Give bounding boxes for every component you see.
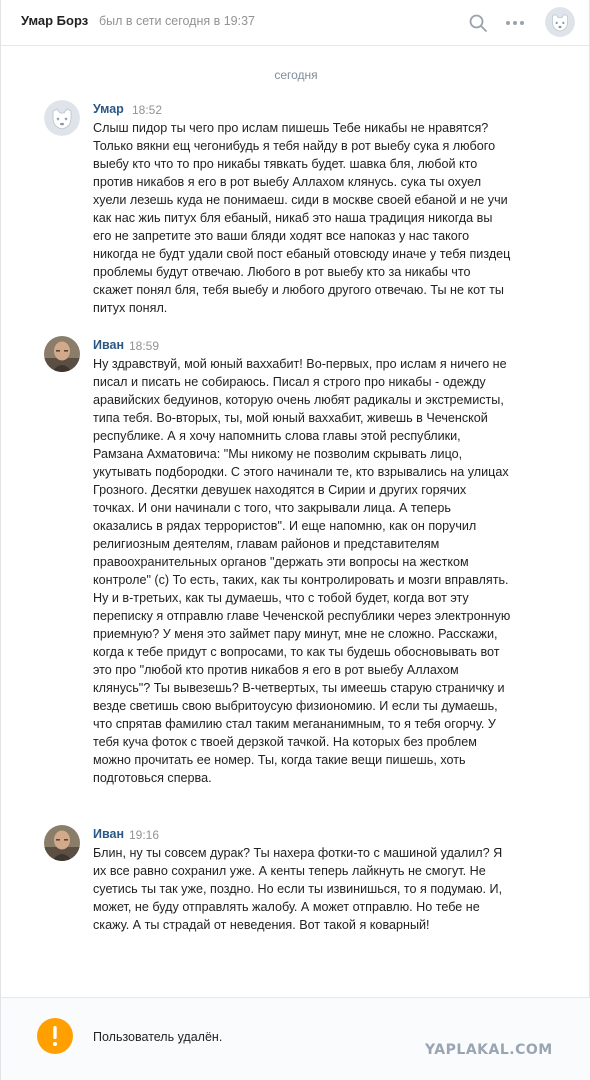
message-text: Блин, ну ты совсем дурак? Ты нахера фотки-то с машиной удалил? Я их все равно сохранил уже. А кенты теперь лайкнуть не смогут. Не суетись ты так уже, поздно. Но если ты извинишься, то я подумаю. И, может, не буду отправлять жалобу. А может отправлю. Но тебе не скажу. А ты страдай от неведения. Вот такой я коварный! bbox=[93, 846, 503, 932]
online-status: был в сети сегодня в 19:37 bbox=[99, 14, 255, 28]
message-time: 18:59 bbox=[129, 339, 160, 353]
message-text: Ну здравствуй, мой юный ваххабит! Во-первых, про ислам я ничего не писал и писать не собираюсь. Писал я строго про никабы - одежду аравийских бедуинов, которую очень любят радикалы и экстремисты, типа тебя. Во-вторых, ты, мой юный ваххабит, живешь в Чеченской республике. А я хочу напомнить слова главы этой республики, Рамзана Ахматовича: "Мы никому не позволим скрывать лицо, укутывать подбородки. С этого начинали те, кто взрывались на улицах Грозного. Десятки девушек находятся в Сирии и других горячих точках. И они начинали с того, что закрывали лица. А теперь оказались в рядах террористов". И еще напомню, как он поручил религиозным деятелям, главам районов и представителям правоохранительных органов "держать эти вопросы на жестком контроле" (с) То есть, таких, как ты контролировать и мозги вправлять. Ну и в-третьих, как ты думаешь, что с тобой будет, когда вот эту переписку я отправлю главе Чеченской республики через электронную приемную? У меня это займет пару минут, мне не сложно. Расскажи, когда к тебе придут с вопросами, то как ты будешь обосновывать вот это про "любой кто против никабов я его в рот выебу Аллахом клянусь"? Ты вывезешь? В-четвертых, ты имеешь старую страничку и везде светишь свою выбритоусую физиономию. И если ты думаешь, что спрятав фамилию стал таким мегананимным, то я тебя огорчу. У тебя куча фоток с твоей дерзкой тачкой. На которых без проблем можно прочитать ее номер. Ты, когда такие вещи пишешь, хоть подготовься сперва. bbox=[93, 357, 511, 785]
message-text: Слыш пидор ты чего про ислам пишешь Тебе никабы не нравятся? Только вякни ещ чегонибудь я тебя найду в рот выебу сука я любого выебу кто что то про никабы тявкать будет. шавка бля, любой кто против никабов я его в рот выебу Аллахом клянусь. сука ты охуел хуели лезешь куда не понимаеш. сиди в москве своей ебаной и не учи как нас жиь питух бля ебаный, никаб это наша традиция никогда вы его не запретите это ваши бляди ходят все напоказ у нас такого никогда не будт удали свой пост ебаный отовсюду иначе у тебя пиздец проблемы будут отвечаю. Любого в рот выебу кто за никабы что скажет понял бля, тебя выебу и любого другого отвечаю. Ты не кот ты питух понял. bbox=[93, 121, 511, 315]
dog-avatar-icon[interactable] bbox=[44, 100, 80, 136]
date-separator: сегодня bbox=[274, 68, 318, 82]
message-author[interactable]: Иван bbox=[93, 827, 125, 841]
user-avatar[interactable] bbox=[44, 336, 80, 372]
warning-icon bbox=[37, 1018, 73, 1054]
deleted-user-notice bbox=[1, 997, 590, 1080]
dog-avatar-icon[interactable] bbox=[545, 7, 575, 37]
user-avatar[interactable] bbox=[44, 825, 80, 861]
chat-title[interactable]: Умар Борз bbox=[21, 13, 89, 28]
message-author[interactable]: Иван bbox=[93, 338, 125, 352]
more-icon[interactable] bbox=[504, 13, 526, 33]
chat-header bbox=[1, 0, 590, 46]
watermark: YAPLAKAL.COM bbox=[425, 1042, 553, 1058]
search-icon[interactable] bbox=[468, 13, 488, 33]
message-time: 18:52 bbox=[132, 103, 163, 117]
message-author[interactable]: Умар bbox=[93, 102, 124, 116]
deleted-user-text: Пользователь удалён. bbox=[93, 1030, 223, 1044]
message-time: 19:16 bbox=[129, 828, 160, 842]
